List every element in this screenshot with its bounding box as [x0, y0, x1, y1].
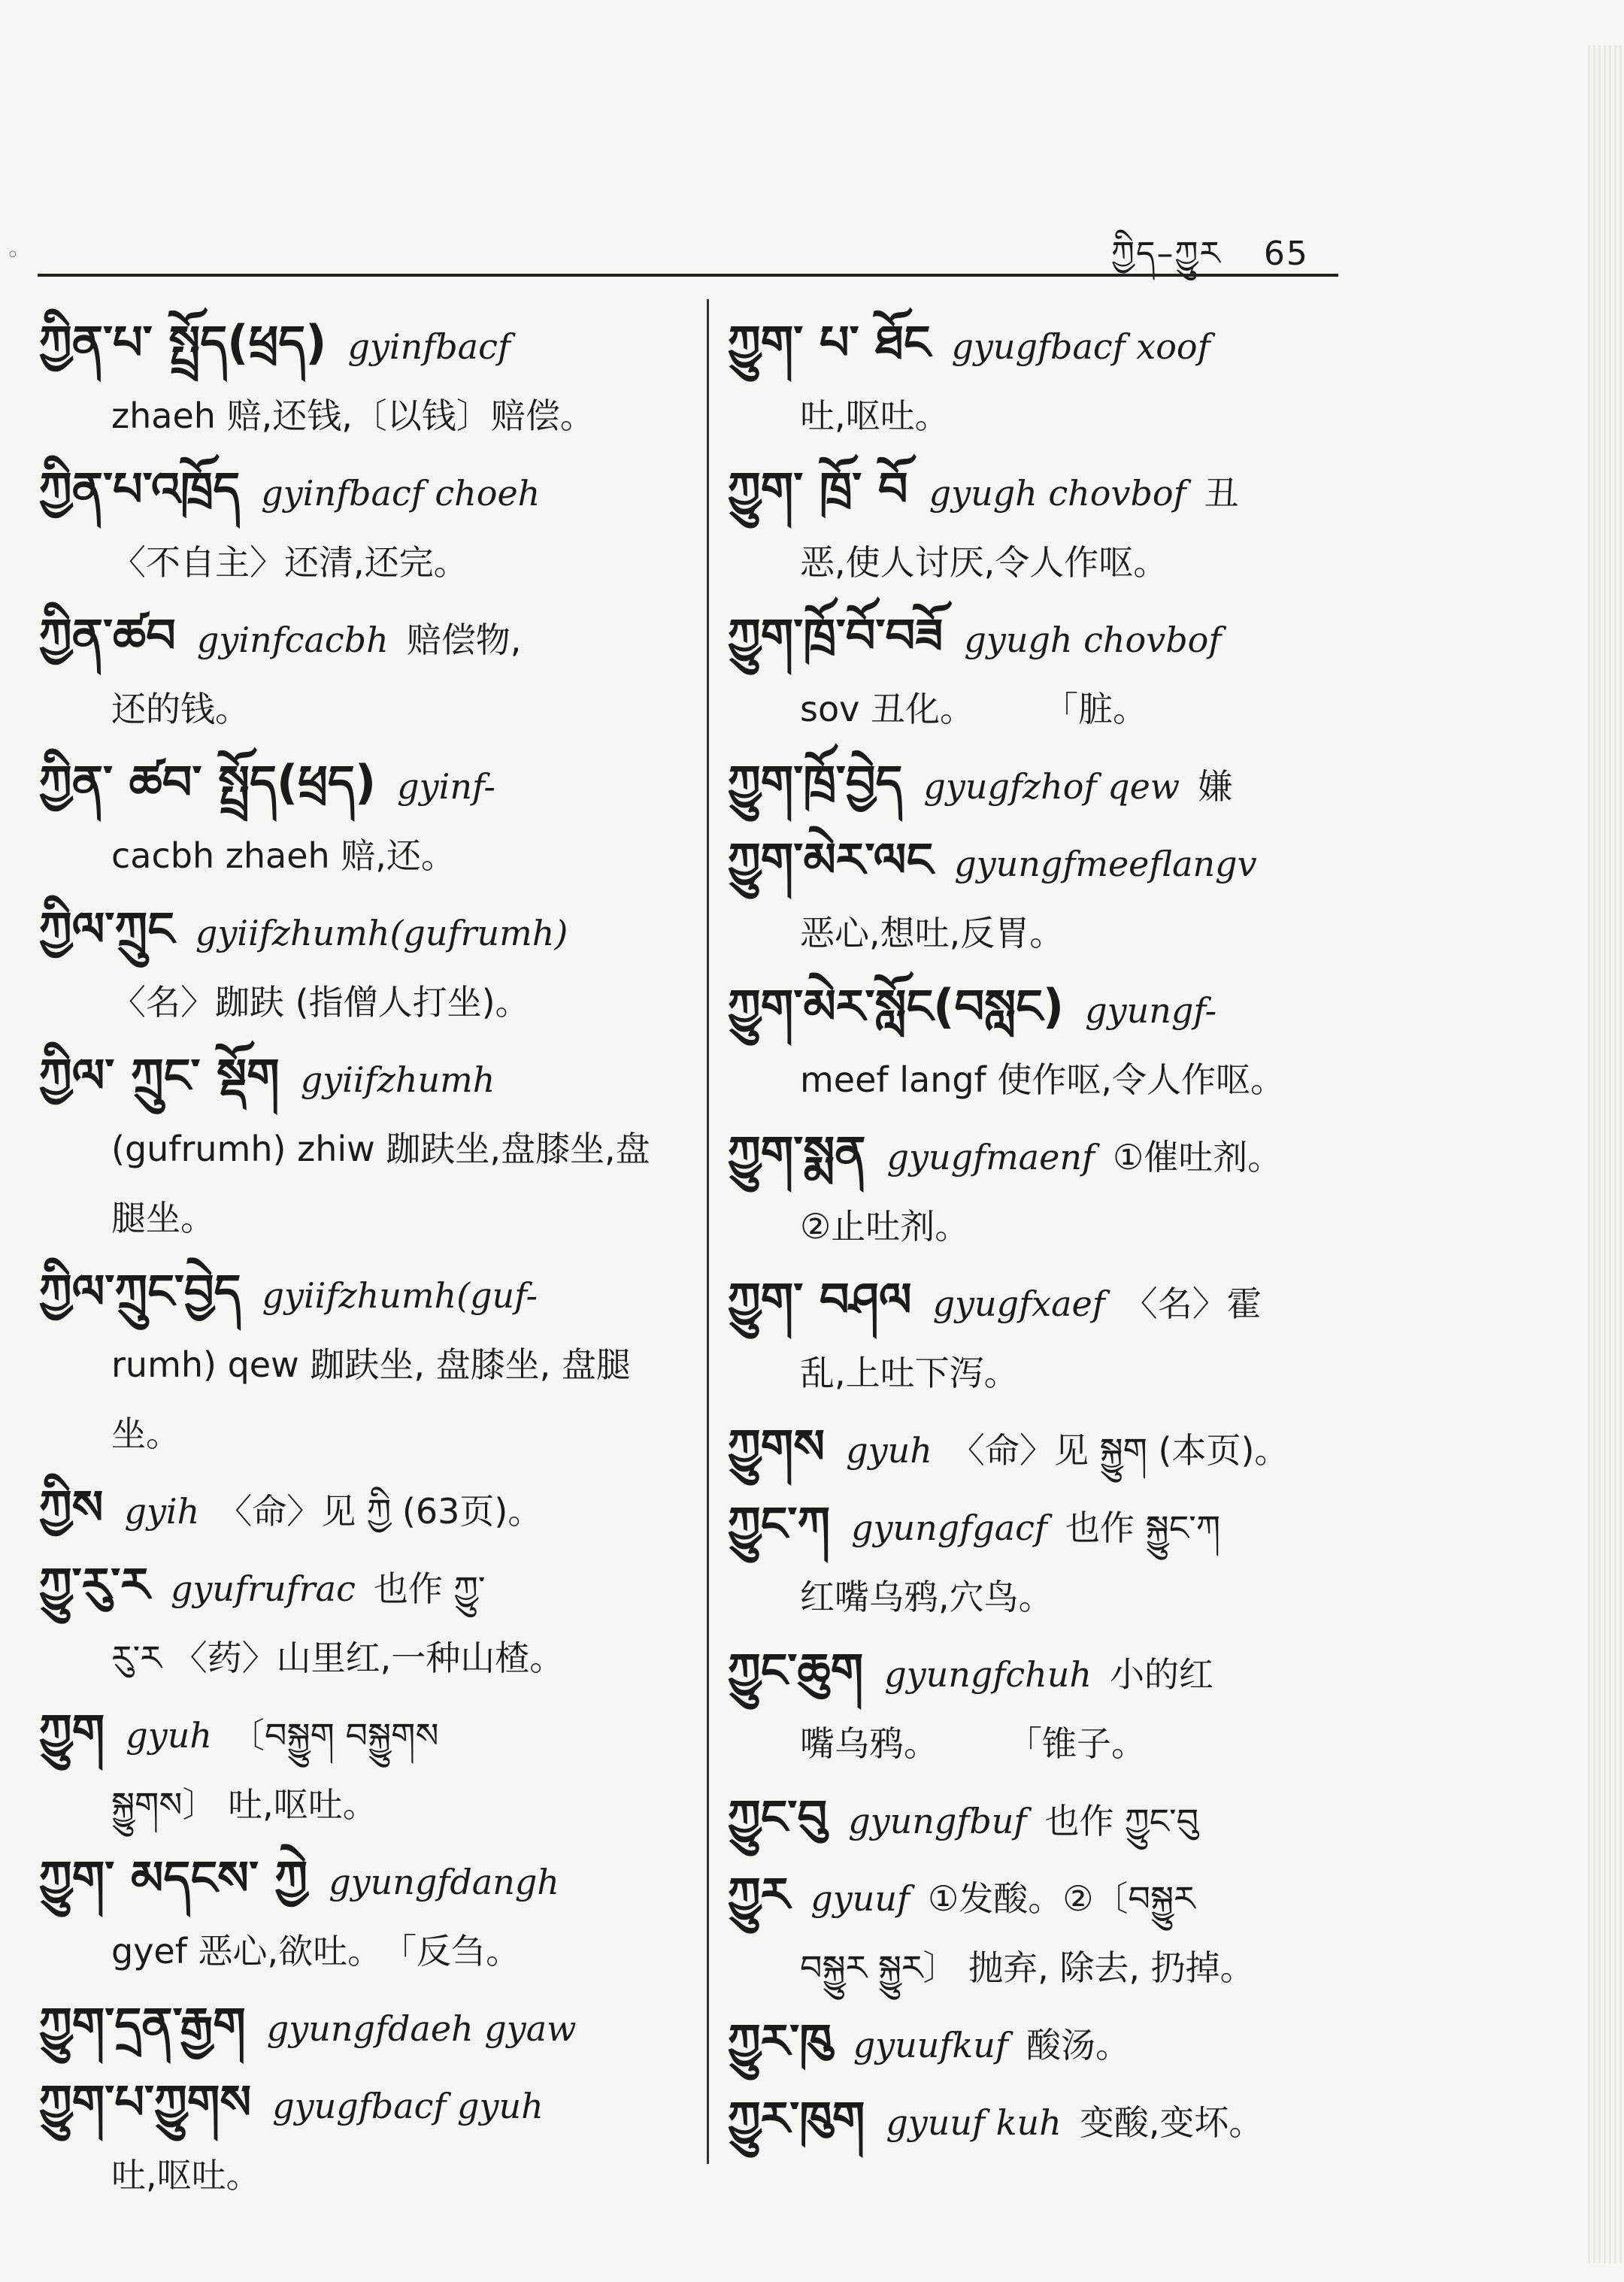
entry-continuation: rumh) qew 跏趺坐, 盘膝坐, 盘腿坐。	[111, 1344, 631, 1454]
header-rule	[38, 274, 1338, 277]
entry-headword: ཀྱུགས	[728, 1419, 826, 1474]
entry-continuation: 吐,呕吐。	[111, 2155, 261, 2196]
entry-continuation: cacbh zhaeh 赔,还。	[111, 835, 456, 876]
entry-transliteration: gyungfmeeflangv	[954, 844, 1257, 884]
entry-transliteration: gyungfdaeh gyaw	[266, 2008, 577, 2049]
entry-first-line	[728, 602, 1367, 674]
entry-headword: ཀྱུག	[39, 1704, 105, 1759]
entry-transliteration: gyungfbuf	[848, 1801, 1027, 1841]
entry-gloss: ①催吐剂。	[1112, 1137, 1283, 1177]
entry-gloss: 小的红	[1110, 1654, 1214, 1695]
entry-transliteration: gyugh chovbof	[964, 620, 1222, 660]
entry-transliteration: gyungf-	[1085, 990, 1217, 1031]
dictionary-entry	[39, 1697, 678, 1839]
entry-continuation: gyef 恶心,欲吐。 「反刍。	[111, 1931, 521, 1971]
entry-continuation: 嘴乌鸦。 「锥子。	[800, 1723, 1146, 1764]
entry-headword: ཀྱུ་རུ་ར	[39, 1557, 150, 1612]
entry-transliteration: gyinf-	[397, 766, 495, 807]
entry-transliteration: gyih	[124, 1491, 200, 1532]
entry-headword: ཀྱུག་ པ་ ཐོང	[728, 315, 931, 370]
page-number: 65	[1263, 235, 1309, 273]
entry-continuation: རུ་ར 〈药〉山里红,一种山楂。	[111, 1638, 565, 1678]
entry-first-line	[728, 308, 1367, 381]
entry-first-line	[39, 602, 678, 674]
dictionary-entry	[39, 895, 678, 1037]
entry-transliteration: gyugfbacf xoof	[951, 326, 1210, 367]
entry-first-line	[728, 1783, 1367, 1856]
entry-headword: ཀྱུག་མེར་སློང(བསླང)	[728, 979, 1065, 1034]
entry-first-line	[39, 895, 678, 968]
entry-first-line	[728, 2007, 1367, 2080]
entry-first-line	[39, 1041, 678, 1114]
entry-headword: ཀྱུར	[728, 1867, 790, 1922]
entry-first-line	[39, 308, 678, 381]
entry-continuation: 〈名〉跏趺 (指僧人打坐)。	[111, 982, 530, 1023]
dictionary-entry	[728, 972, 1367, 1114]
entry-continuation: 〈不自主〉还清,还完。	[111, 542, 468, 583]
entry-gloss: 赔偿物,	[406, 620, 522, 660]
entry-headword: ཀྱིལ་ཀྲུང་བྱེད	[39, 1264, 241, 1319]
dictionary-entry	[728, 1490, 1367, 1632]
dictionary-entry	[728, 455, 1367, 597]
entry-gloss: 也作 ཀྱུང་བུ	[1044, 1801, 1199, 1841]
dictionary-entry	[728, 1783, 1367, 1856]
dictionary-entry	[728, 1412, 1367, 1485]
scanned-page-edge	[1588, 45, 1624, 2263]
dictionary-entry	[39, 308, 678, 450]
entry-gloss: 也作 ཀྱུ་	[373, 1568, 486, 1609]
entry-gloss: 〈命〉见 ཀྱི (63页)。	[217, 1491, 543, 1532]
entry-continuation: sov 丑化。 「脏。	[800, 689, 1147, 729]
entry-first-line	[728, 826, 1367, 899]
dictionary-entry	[39, 1041, 678, 1253]
entry-transliteration: gyuufkuf	[853, 2025, 1008, 2065]
entry-headword: ཀྱུག་ ཁྲོ་ བོ	[728, 462, 908, 517]
dictionary-entry	[39, 1844, 678, 1986]
entry-transliteration: gyugh chovbof	[929, 473, 1186, 514]
entry-transliteration: gyiifzhumh(gufrumh)	[195, 913, 568, 953]
dictionary-entry	[728, 1265, 1367, 1408]
entry-transliteration: gyungfgacf	[851, 1508, 1047, 1548]
dictionary-entry	[728, 2007, 1367, 2080]
entry-gloss: 〈命〉见 སྐྱུག (本页)。	[950, 1430, 1289, 1471]
entry-headword: ཀྱིས	[39, 1480, 104, 1535]
entry-transliteration: gyugfxaef	[932, 1283, 1105, 1324]
entry-first-line	[728, 1860, 1367, 1933]
dictionary-entry	[39, 1257, 678, 1468]
entry-gloss: 丑	[1204, 473, 1239, 514]
dictionary-entry	[39, 455, 678, 597]
entry-first-line	[728, 748, 1367, 821]
entry-transliteration: gyungfdangh	[329, 1862, 559, 1902]
right-column	[728, 308, 1367, 2162]
entry-first-line	[728, 1636, 1367, 1709]
entry-headword: ཀྱུང་བུ	[728, 1790, 828, 1844]
entry-continuation: 恶心,想吐,反胃。	[800, 913, 1065, 953]
dictionary-entry	[39, 1473, 678, 1546]
dictionary-entry	[39, 2068, 678, 2210]
entry-first-line	[728, 1412, 1367, 1485]
entry-first-line	[39, 1990, 678, 2063]
entry-headword: ཀྱིན་ ཚབ་ སྤྲོད(ཕྲད)	[39, 755, 377, 810]
dictionary-entry	[728, 602, 1367, 744]
entry-headword: ཀྱུང་ཀ	[728, 1496, 831, 1551]
entry-continuation: 吐,呕吐。	[800, 395, 950, 436]
dictionary-entry	[39, 1990, 678, 2063]
entry-continuation: སྐྱུགས〕 吐,呕吐。	[111, 1784, 377, 1825]
entry-headword: ཀྱུག་ མདངས་ ཀྱེ	[39, 1850, 308, 1905]
entry-headword: ཀྱུག་དྲན་རྒྱག	[39, 1997, 246, 2052]
entry-transliteration: gyinfcacbh	[196, 620, 389, 660]
entry-transliteration: gyungfchuh	[884, 1654, 1092, 1695]
entry-headword: ཀྱིན་པ་འཁྲོད	[39, 462, 241, 517]
entry-first-line	[728, 2084, 1367, 2157]
entry-first-line	[39, 1550, 678, 1623]
entry-headword: ཀྱིན་པ་ སྤྲོད(ཕྲད)	[39, 315, 327, 370]
entry-continuation: ②止吐剂。	[800, 1206, 970, 1247]
entry-gloss: 变酸,变坏。	[1079, 2102, 1264, 2143]
entry-continuation: 红嘴乌鸦,穴鸟。	[800, 1577, 1053, 1617]
dictionary-entry	[728, 308, 1367, 450]
entry-headword: ཀྱིལ་ ཀྲུང་ སྡོག	[39, 1048, 280, 1103]
entry-continuation: 还的钱。	[111, 689, 250, 729]
left-column	[39, 308, 678, 2214]
entry-headword: ཀྱུག་མེར་ལང	[728, 832, 934, 887]
entry-first-line	[39, 748, 678, 821]
entry-first-line	[728, 1119, 1367, 1192]
entry-continuation: 恶,使人讨厌,令人作呕。	[800, 542, 1168, 583]
entry-first-line	[728, 1265, 1367, 1338]
entry-transliteration: gyugfzhof qew	[923, 766, 1180, 807]
dictionary-entry	[728, 2084, 1367, 2157]
entry-continuation: zhaeh 赔,还钱,〔以钱〕赔偿。	[111, 395, 595, 436]
entry-gloss: 酸汤。	[1026, 2025, 1130, 2065]
entry-headword: ཀྱུག་ བཤལ	[728, 1272, 912, 1327]
entry-transliteration: gyugfbacf gyuh	[272, 2086, 544, 2126]
entry-gloss: 〈名〉霍	[1123, 1283, 1262, 1324]
entry-first-line	[39, 1844, 678, 1917]
entry-first-line	[39, 1473, 678, 1546]
dictionary-entry	[728, 748, 1367, 821]
entry-first-line	[728, 455, 1367, 528]
entry-headword: ཀྱུར་ཁུག	[728, 2091, 865, 2146]
entry-headword: ཀྱིལ་ཀྲུང	[39, 902, 174, 956]
entry-continuation: (gufrumh) zhiw 跏趺坐,盘膝坐,盘腿坐。	[111, 1129, 650, 1238]
dictionary-entry	[728, 1119, 1367, 1261]
entry-transliteration: gyuh	[126, 1715, 212, 1756]
dictionary-entry	[728, 1636, 1367, 1778]
entry-first-line	[39, 1257, 678, 1330]
entry-transliteration: gyuuf	[810, 1878, 910, 1919]
dictionary-entry	[39, 748, 678, 890]
entry-gloss: ①发酸。②〔བསྐྱུར	[928, 1878, 1195, 1919]
entry-transliteration: gyugfmaenf	[886, 1137, 1095, 1177]
entry-headword: ཀྱུག་ཁྲོ་བྱེད	[728, 755, 903, 810]
entry-continuation: 乱,上吐下泻。	[800, 1353, 1019, 1393]
dictionary-entry	[39, 602, 678, 744]
entry-transliteration: gyiifzhumh(guf-	[262, 1275, 538, 1316]
entry-headword: ཀྱུག་སྨན	[728, 1126, 866, 1180]
scan-speck: ◦	[6, 242, 20, 268]
entry-gloss: 嫌	[1198, 766, 1233, 807]
entry-first-line	[728, 1490, 1367, 1562]
entry-transliteration: gyiifzhumh	[300, 1059, 495, 1100]
entry-transliteration: gyinfbacf	[347, 326, 511, 367]
entry-first-line	[728, 972, 1367, 1045]
dictionary-entry	[728, 1860, 1367, 2002]
entry-transliteration: gyuh	[846, 1430, 932, 1471]
entry-transliteration: gyinfbacf choeh	[261, 473, 541, 514]
entry-headword: ཀྱུར་ཁུ	[728, 2014, 832, 2068]
entry-transliteration: gyufrufrac	[170, 1568, 356, 1609]
entry-continuation: བསྐྱུར སྐྱུར〕 抛弃, 除去, 扔掉。	[800, 1947, 1255, 1988]
entry-first-line	[39, 2068, 678, 2141]
entry-headword: ཀྱིན་ཚབ	[39, 608, 176, 663]
column-divider	[707, 299, 709, 2164]
entry-headword: ཀྱུག་པ་ཀྱུགས	[39, 2074, 252, 2129]
entry-gloss: 也作 སྐྱུང་ཀ	[1065, 1508, 1221, 1548]
dictionary-entry	[728, 826, 1367, 968]
entry-first-line	[39, 455, 678, 528]
entry-headword: ཀྱུག་ཁྲོ་བོ་བཟོ	[728, 608, 944, 663]
entry-transliteration: gyuuf kuh	[886, 2102, 1062, 2143]
dictionary-entry	[39, 1550, 678, 1693]
header-range: ཀྱིད–ཀྱུར	[1111, 235, 1222, 273]
page-header	[1111, 217, 1309, 310]
entry-gloss: 〔བསྐྱུག བསྐྱུགས	[229, 1715, 439, 1756]
entry-first-line	[39, 1697, 678, 1770]
entry-continuation: meef langf 使作呕,令人作呕。	[800, 1059, 1285, 1100]
entry-headword: ཀྱུང་ཆུག	[728, 1643, 864, 1698]
